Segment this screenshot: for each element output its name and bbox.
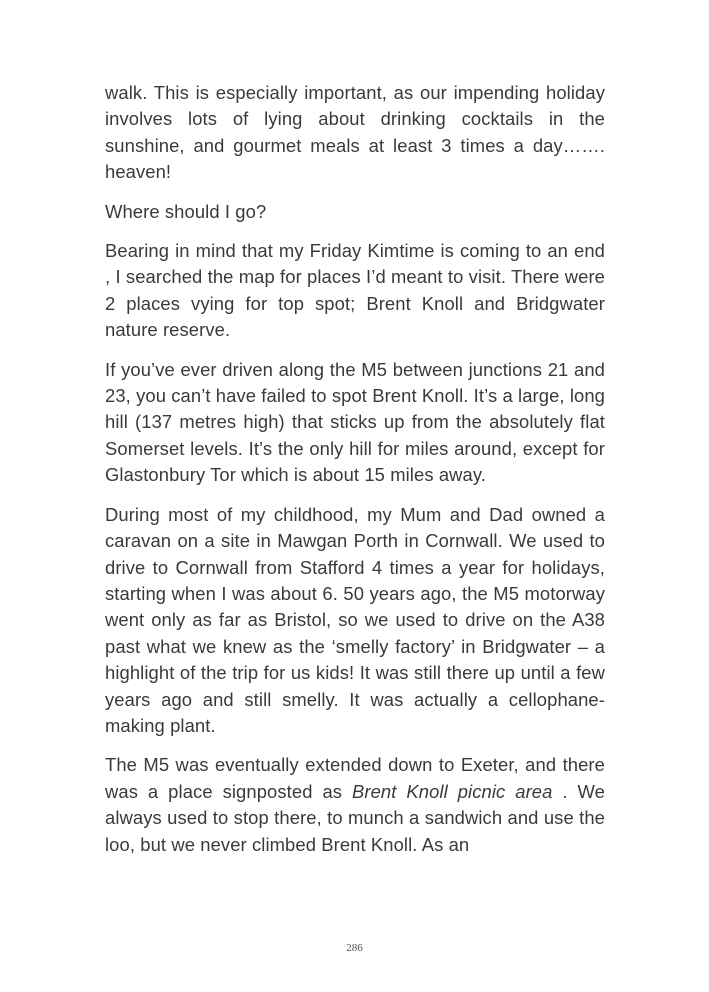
page-number: 286 bbox=[346, 942, 363, 954]
paragraph-m5-extended bbox=[105, 752, 605, 858]
paragraph-brent-knoll: If you’ve ever driven along the M5 between junctions 21 and 23, you can’t have failed to spot Brent Knoll. It’s a large, long hill (137 metres high) that sticks up from the absolutely flat Somerset levels. It’s the only hill for miles around, except for Glastonbury Tor which is about 15 miles away. bbox=[105, 358, 605, 486]
paragraph-walk: walk. This is especially important, as our impending holiday involves lots of lying about drinking cocktails in the sunshine, and gourmet meals at least 3 times a day……. heaven! bbox=[105, 82, 605, 183]
paragraph-m5-text-end: . We always used to stop there, to munch a sandwich and use the loo, but we never climbed Brent Knoll. As an bbox=[105, 780, 605, 855]
paragraph-kimtime: Bearing in mind that my Friday Kimtime is coming to an end , I searched the map for places I’d meant to visit. There were 2 places vying for top spot; Brent Knoll and Bridgwater nature reserve. bbox=[105, 240, 605, 341]
document-body bbox=[105, 80, 605, 871]
paragraph-childhood: During most of my childhood, my Mum and Dad owned a caravan on a site in Mawgan Porth in Cornwall. We used to drive to Cornwall from Stafford 4 times a year for holidays, starting when I was about 6. 50 years ago, the M5 motorway went only as far as Bristol, so we used to drive on the A38 past what we knew as the ‘smelly factory’ in Bridgwater – a highlight of the trip for us kids! It was still there up until a few years ago and still smelly. It was actually a cellophane-making plant. bbox=[105, 503, 605, 736]
picnic-area-name: Brent Knoll picnic area bbox=[352, 780, 553, 802]
paragraph-m5-text-start: The M5 was eventually extended down to Exeter, and there was a place signposted as bbox=[105, 754, 605, 802]
paragraph-where-should-i-go: Where should I go? bbox=[105, 200, 267, 222]
